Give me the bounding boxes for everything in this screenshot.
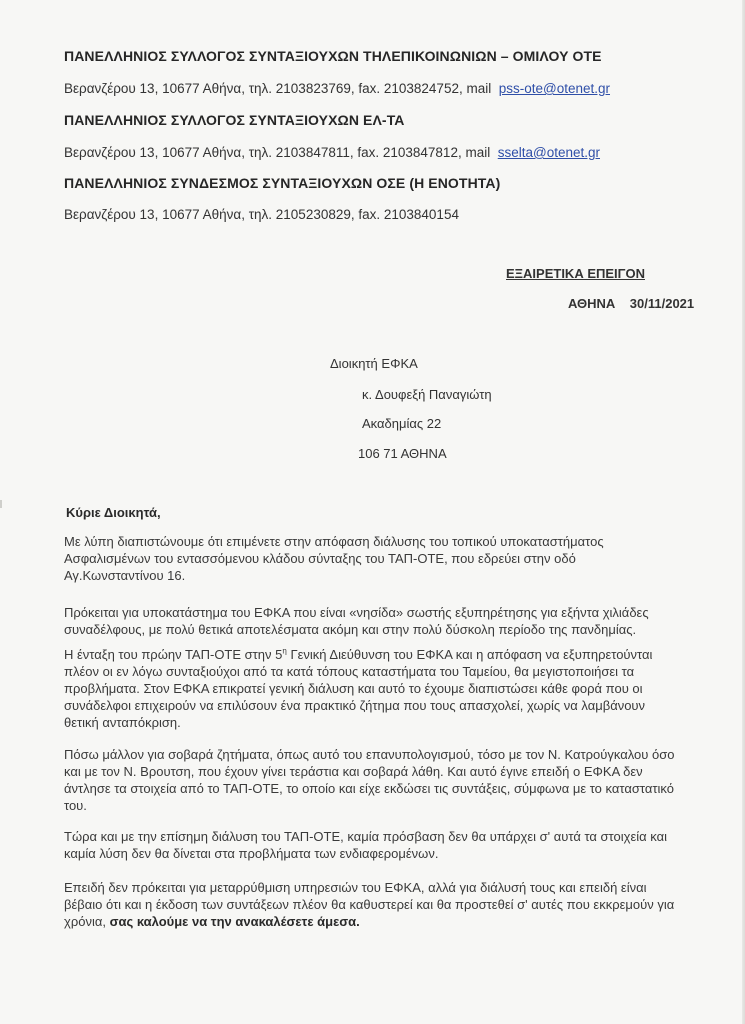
p3-first-pre: Η ένταξη του πρώην ΤΑΠ-ΟΤΕ στην 5 [64,647,283,662]
closing-request: σας καλούμε να την ανακαλέσετε άμεσα. [109,914,360,929]
paragraph-1 [64,533,704,584]
date-city: ΑΘΗΝΑ [568,296,616,311]
paragraph-line: Πρόκειται για υποκατάστημα του ΕΦΚΑ που είναι «νησίδα» σωστής εξυπηρέτησης για εξήντα χιλιάδες [64,605,649,620]
paragraph-line [64,913,704,930]
paragraph-4 [64,746,704,814]
paragraph-line [64,646,704,663]
recipient-street: Ακαδημίας 22 [362,416,442,431]
paragraph-line: άντλησε τα στοιχεία από το ΤΑΠ-ΟΤΕ, το οποίο και είχε εκδώσει τις συντάξεις, σύμφωνα με το καταστατικό [64,781,674,796]
paragraph-line: του. [64,798,87,813]
org1-address-text: Βερανζέρου 13, 10677 Αθήνα, τηλ. 2103823769, fax. 2103824752, mail [64,81,492,96]
org1-name: ΠΑΝΕΛΛΗΝΙΟΣ ΣΥΛΛΟΓΟΣ ΣΥΝΤΑΞΙΟΥΧΩΝ ΤΗΛΕΠΙΚΟΙΝΩΝΙΩΝ – ΟΜΙΛΟΥ ΟΤΕ [64,48,602,64]
paragraph-line: συνάδελφοι επιχειρούν να επιλύσουν ένα πρακτικό ζήτημα που τους απασχολεί, χωρίς να λαμβάνουν [64,698,646,713]
scan-mark [0,500,2,508]
paragraph-line: βέβαιο ότι και η έκδοση των συντάξεων πλέον θα καθυστερεί και θα προστεθεί σ' αυτές που εκκρεμούν για [64,897,675,912]
salutation: Κύριε Διοικητά, [66,505,161,520]
paragraph-line: θετική ανταπόκριση. [64,715,181,730]
org1-email-link[interactable]: pss-ote@otenet.gr [498,81,610,96]
recipient-name: κ. Δουφεξή Παναγιώτη [362,387,492,402]
org2-name: ΠΑΝΕΛΛΗΝΙΟΣ ΣΥΛΛΟΓΟΣ ΣΥΝΤΑΞΙΟΥΧΩΝ ΕΛ-ΤΑ [64,112,405,128]
paragraph-6 [64,879,704,930]
org2-address [64,145,600,160]
paragraph-line: Με λύπη διαπιστώνουμε ότι επιμένετε στην απόφαση διάλυσης του τοπικού υποκαταστήματος [64,534,604,549]
org2-address-text: Βερανζέρου 13, 10677 Αθήνα, τηλ. 2103847811, fax. 2103847812, mail [64,145,491,160]
org3-address: Βερανζέρου 13, 10677 Αθήνα, τηλ. 2105230829, fax. 2103840154 [64,207,459,222]
date-line [568,296,694,311]
p3-first-sup: η [282,646,287,656]
urgent-label: ΕΞΑΙΡΕΤΙΚΑ ΕΠΕΙΓΟΝ [506,266,645,281]
paragraph-line: Τώρα και με την επίσημη διάλυση του ΤΑΠ-ΟΤΕ, καμία πρόσβαση δεν θα υπάρχει σ' αυτά τα στοιχεία και [64,829,668,844]
paragraph-line: προβλήματα. Στον ΕΦΚΑ επικρατεί γενική διάλυση και αυτό το έχουμε διαπιστώσει κάθε φορά που οι [64,681,643,696]
p3-first-post: Γενική Διεύθυνση του ΕΦΚΑ και η απόφαση να εξυπηρετούνται [286,647,653,662]
paragraph-line: καμία λύση δεν θα δίνεται στα προβλήματα των ενδιαφερομένων. [64,846,439,861]
paragraph-line: Ασφαλισμένων του εντασσόμενου κλάδου σύνταξης του ΤΑΠ-ΟΤΕ, που εδρεύει στην οδό [64,551,576,566]
paragraph-line: πλέον οι εν λόγω συνταξιούχοι από τα κατά τόπους καταστήματα του Ταμείου, θα μεγιστοποιήσει τα [64,664,635,679]
p6-last-pre: χρόνια, [64,914,110,929]
org3-name: ΠΑΝΕΛΛΗΝΙΟΣ ΣΥΝΔΕΣΜΟΣ ΣΥΝΤΑΞΙΟΥΧΩΝ ΟΣΕ (Η ΕΝΟΤΗΤΑ) [64,175,501,191]
paragraph-5 [64,828,704,862]
recipient-city: 106 71 ΑΘΗΝΑ [358,446,447,461]
paragraph-line: Πόσω μάλλον για σοβαρά ζητήματα, όπως αυτό του επανυπολογισμού, τόσο με τον Ν. Κατρούγκαλου όσο [64,747,675,762]
org1-address [64,81,610,96]
paragraph-line: συναδέλφους, με πολύ θετικά αποτελέσματα ακόμη και στην πολύ δύσκολη περίοδο της πανδημίας. [64,622,637,637]
paragraph-line: και με τον Ν. Βρουτση, που έχουν γίνει τεράστια και σοβαρά λάθη. Και αυτό έγινε επειδή ο ΕΦΚΑ δεν [64,764,643,779]
paragraph-line: Αγ.Κωνσταντίνου 16. [64,568,186,583]
paragraph-3 [64,646,704,731]
org2-email-link[interactable]: sselta@otenet.gr [497,145,600,160]
paragraph-line: Επειδή δεν πρόκειται για μεταρρύθμιση υπηρεσιών του ΕΦΚΑ, αλλά για διάλυσή τους και επειδή είναι [64,880,647,895]
recipient-title: Διοικητή ΕΦΚΑ [330,356,418,371]
paragraph-2 [64,604,704,638]
date-value: 30/11/2021 [629,296,695,311]
